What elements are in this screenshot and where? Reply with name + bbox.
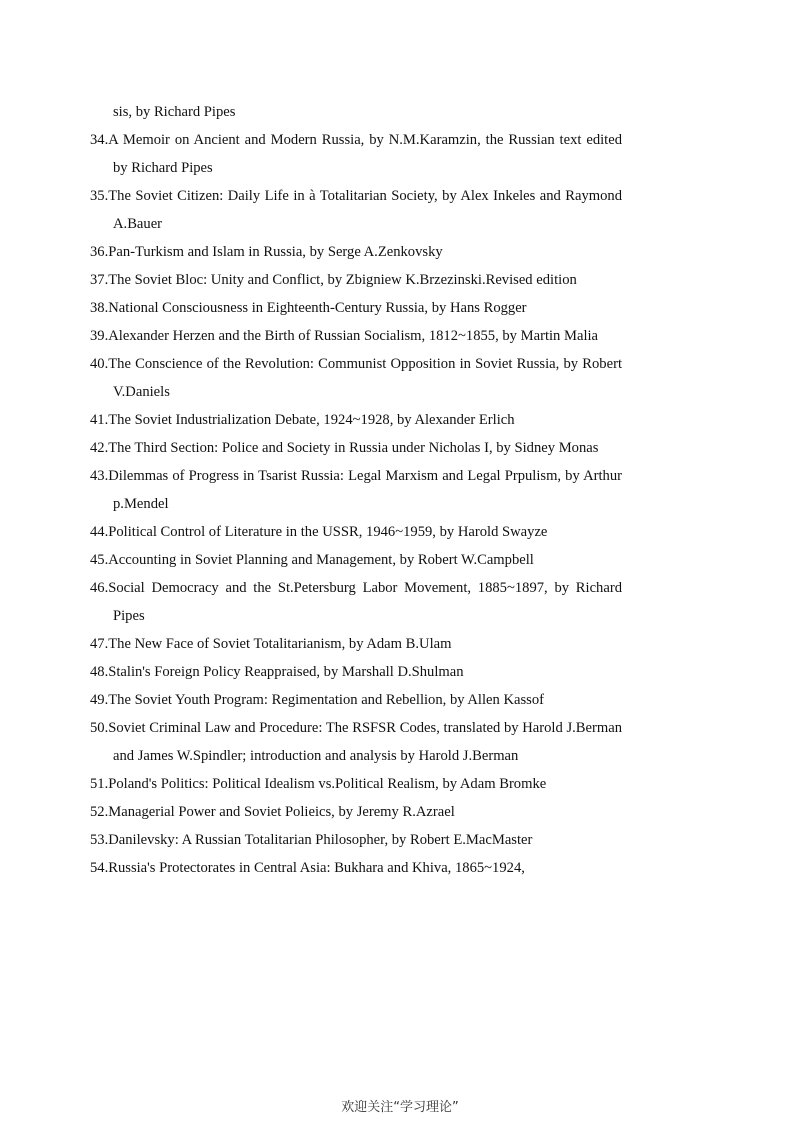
list-item: 40.The Conscience of the Revolution: Communist Opposition in Soviet Russia, by Robert V.Daniels <box>90 356 622 400</box>
list-item: 52.Managerial Power and Soviet Polieics, by Jeremy R.Azrael <box>90 804 455 820</box>
list-item: 41.The Soviet Industrialization Debate, 1924~1928, by Alexander Erlich <box>90 412 515 428</box>
list-item: 47.The New Face of Soviet Totalitarianism, by Adam B.Ulam <box>90 636 452 652</box>
continued-entry: sis, by Richard Pipes <box>113 104 236 120</box>
list-item: 44.Political Control of Literature in the USSR, 1946~1959, by Harold Swayze <box>90 524 548 540</box>
list-item: 48.Stalin's Foreign Policy Reappraised, by Marshall D.Shulman <box>90 664 464 680</box>
list-item: 37.The Soviet Bloc: Unity and Conflict, by Zbigniew K.Brzezinski.Revised edition <box>90 272 577 288</box>
bibliography-list <box>90 98 622 882</box>
list-item: 46.Social Democracy and the St.Petersburg Labor Movement, 1885~1897, by Richard Pipes <box>90 580 622 624</box>
list-item: 36.Pan-Turkism and Islam in Russia, by Serge A.Zenkovsky <box>90 244 443 260</box>
list-item: 54.Russia's Protectorates in Central Asia: Bukhara and Khiva, 1865~1924, <box>90 860 525 876</box>
list-item: 42.The Third Section: Police and Society in Russia under Nicholas I, by Sidney Monas <box>90 440 599 456</box>
list-item: 49.The Soviet Youth Program: Regimentation and Rebellion, by Allen Kassof <box>90 692 544 708</box>
list-item: 51.Poland's Politics: Political Idealism vs.Political Realism, by Adam Bromke <box>90 776 547 792</box>
list-item: 43.Dilemmas of Progress in Tsarist Russia: Legal Marxism and Legal Prpulism, by Arthur p.Mendel <box>90 468 622 512</box>
list-item: 35.The Soviet Citizen: Daily Life in à Totalitarian Society, by Alex Inkeles and Raymond A.Bauer <box>90 188 622 232</box>
list-item: 50.Soviet Criminal Law and Procedure: The RSFSR Codes, translated by Harold J.Berman and James W.Spindler; introduction and analysis by Harold J.Berman <box>90 720 622 764</box>
page-footer: 欢迎关注“学习理论” <box>341 1100 459 1115</box>
list-item: 45.Accounting in Soviet Planning and Management, by Robert W.Campbell <box>90 552 534 568</box>
list-item: 38.National Consciousness in Eighteenth-Century Russia, by Hans Rogger <box>90 300 527 316</box>
list-item: 39.Alexander Herzen and the Birth of Russian Socialism, 1812~1855, by Martin Malia <box>90 328 599 344</box>
list-item: 53.Danilevsky: A Russian Totalitarian Philosopher, by Robert E.MacMaster <box>90 832 533 848</box>
list-item: 34.A Memoir on Ancient and Modern Russia, by N.M.Karamzin, the Russian text edited by Richard Pipes <box>90 132 622 176</box>
